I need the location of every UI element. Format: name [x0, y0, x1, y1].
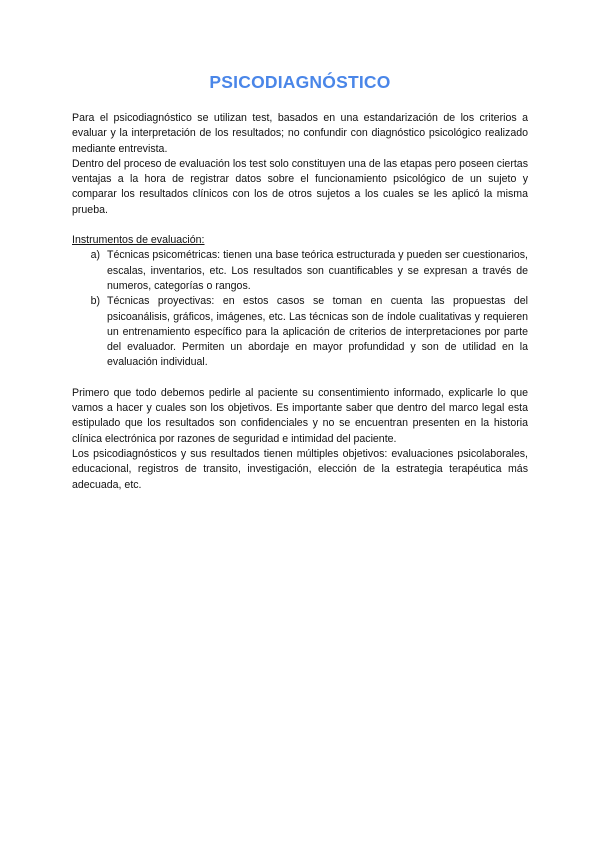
instruments-heading: Instrumentos de evaluación:	[72, 234, 205, 247]
intro-paragraph-2: Dentro del proceso de evaluación los test solo constituyen una de las etapas pero poseen ciertas ventajas a la hora de registrar datos sobre el funcionamiento psicológico de un sujeto y comparar los resultados clínicos con los de otros sujetos a los cuales se les aplicó la misma prueba.	[72, 157, 528, 216]
list-item-text: Técnicas psicométricas: tienen una base teórica estructurada y pueden ser cuestionarios, escalas, inventarios, etc. Los resultados son cuantificables y se expresan a través de numeros, categorías o rangos.	[107, 249, 528, 292]
list-marker: b)	[90, 295, 100, 308]
list-item-text: Técnicas proyectivas: en estos casos se toman en cuenta las propuestas del psicoanálisis, gráficos, imágenes, etc. Las técnicas son de índole cualitativas y requieren un entrenamiento específico para la aplicación de criterios de interpretaciones por parte del evaluador. Permiten un abordaje en mayor profundidad y son de utilidad en la evaluación individual.	[107, 295, 528, 369]
document-title: PSICODIAGNÓSTICO	[209, 72, 391, 92]
closing-paragraph-2: Los psicodiagnósticos y sus resultados tienen múltiples objetivos: evaluaciones psicolaborales, educacional, registros de transito, investigación, elección de la estrategia terapéutica más adecuada, etc.	[72, 447, 528, 491]
document-page	[72, 0, 528, 493]
list-item	[72, 294, 528, 370]
instruments-list	[72, 248, 528, 370]
closing-paragraph-1: Primero que todo debemos pedirle al paciente su consentimiento informado, explicarle lo que vamos a hacer y cuales son los objetivos. Es importante saber que dentro del marco legal esta estipulado que los resultados son confidenciales y no se encuentran presenten en la historia clínica electrónica por razones de seguridad e intimidad del paciente.	[72, 386, 528, 445]
intro-paragraph-1: Para el psicodiagnóstico se utilizan test, basados en una estandarización de los criterios a evaluar y la interpretación de los resultados; no confundir con diagnóstico psicológico realizado mediante entrevista.	[72, 112, 528, 155]
list-item	[72, 248, 528, 294]
list-marker: a)	[90, 249, 100, 262]
